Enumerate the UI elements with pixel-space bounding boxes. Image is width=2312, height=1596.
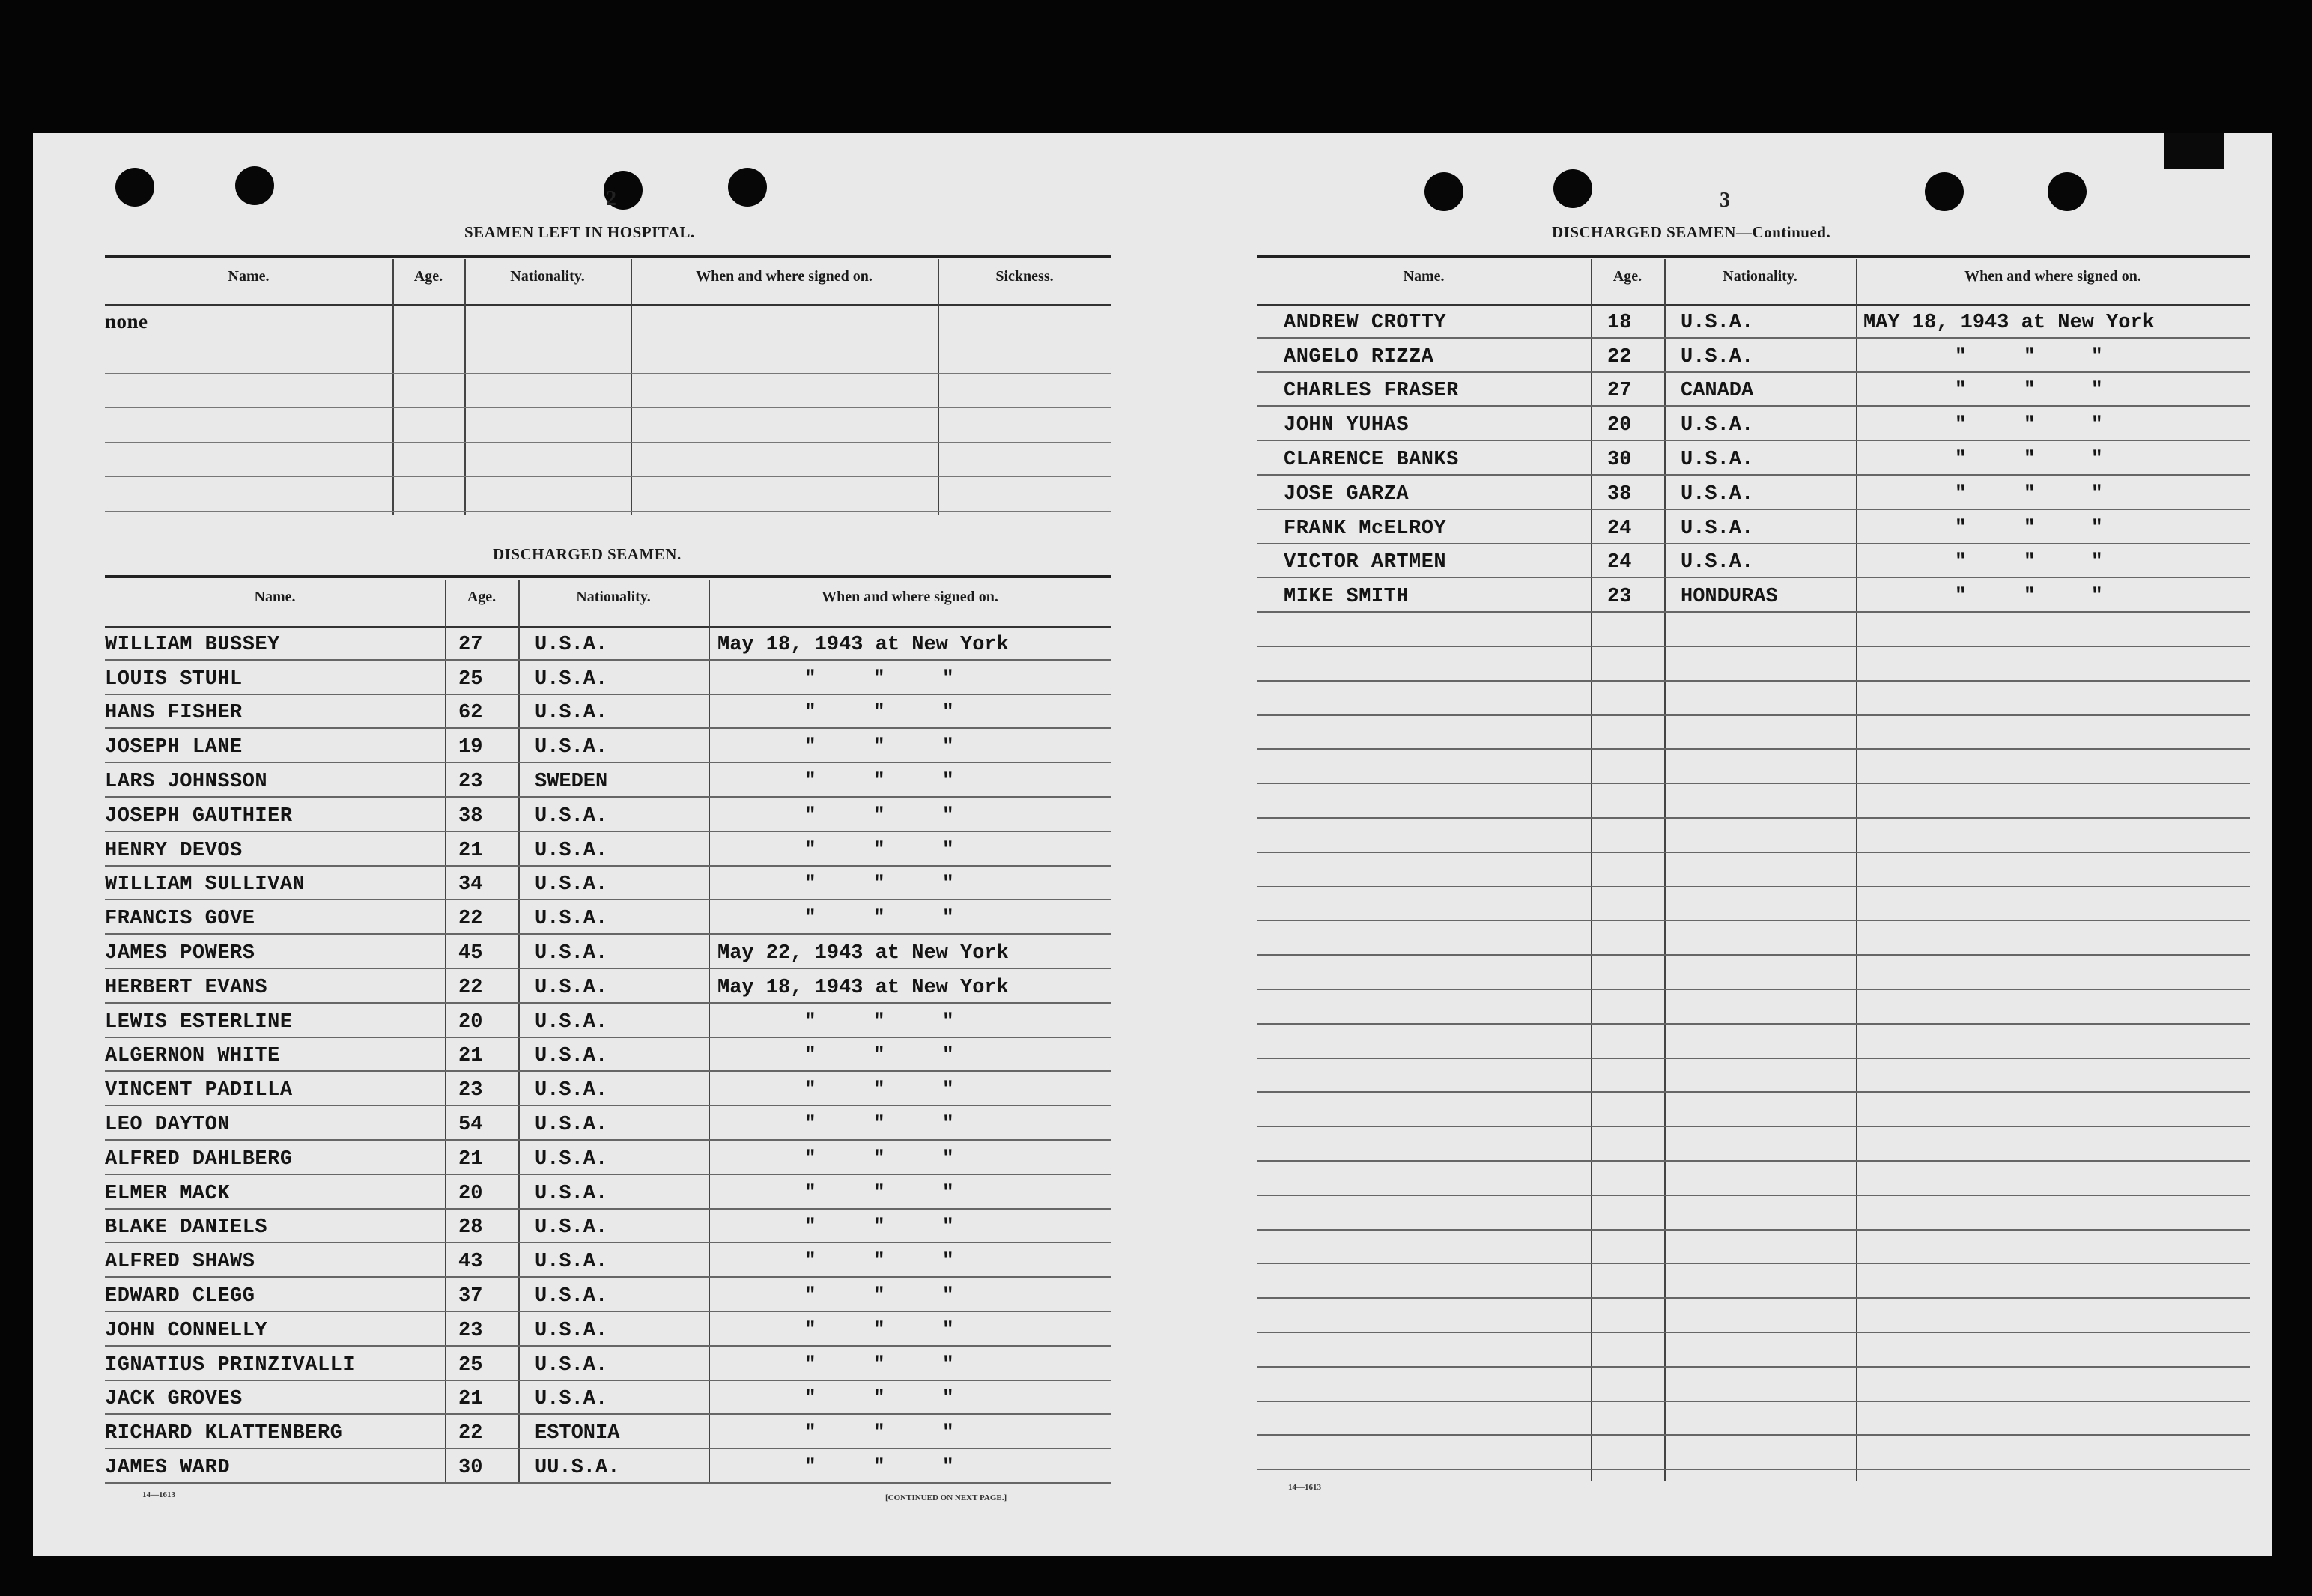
header-rule	[105, 304, 1111, 306]
seaman-nationality: U.S.A.	[535, 804, 608, 828]
ditto-mark: "	[804, 1215, 816, 1238]
ditto-mark: "	[1955, 584, 1967, 607]
row-line	[1257, 1469, 2250, 1470]
ditto-mark: "	[804, 1283, 816, 1306]
header-name: Name.	[254, 589, 296, 605]
seaman-name: WILLIAM BUSSEY	[105, 633, 280, 656]
seaman-name: LEO DAYTON	[105, 1113, 231, 1136]
table-row	[1257, 407, 2250, 441]
seaman-nationality: U.S.A.	[535, 839, 608, 862]
ditto-mark: "	[873, 1352, 885, 1375]
table-row	[105, 1243, 1111, 1278]
seaman-nationality: UU.S.A.	[535, 1456, 620, 1479]
seaman-age: 23	[458, 1079, 483, 1102]
table-row	[105, 695, 1111, 729]
seaman-name: JACK GROVES	[105, 1388, 243, 1411]
seaman-name: JOSE GARZA	[1284, 482, 1410, 506]
empty-row	[1257, 956, 2250, 990]
seaman-name: BLAKE DANIELS	[105, 1216, 268, 1240]
ditto-mark: "	[804, 1454, 816, 1478]
seaman-age: 25	[458, 667, 483, 691]
seaman-name: ANDREW CROTTY	[1284, 311, 1447, 334]
ditto-mark: "	[804, 837, 816, 861]
seaman-age: 30	[458, 1456, 483, 1479]
header-nationality: Nationality.	[1723, 268, 1797, 285]
seaman-age: 20	[458, 1010, 483, 1034]
table-row	[1257, 339, 2250, 373]
empty-row	[1257, 1333, 2250, 1368]
seaman-nationality: ESTONIA	[535, 1422, 620, 1445]
ditto-mark: "	[2091, 344, 2103, 367]
seaman-name: FRANCIS GOVE	[105, 908, 255, 931]
seaman-age: 22	[1607, 345, 1632, 368]
form-number: 14—1613	[142, 1490, 175, 1499]
ditto-mark: "	[2024, 584, 2036, 607]
seaman-nationality: U.S.A.	[1681, 482, 1754, 506]
row-line	[105, 1482, 1111, 1484]
seaman-age: 30	[1607, 448, 1632, 471]
ditto-mark: "	[804, 1386, 816, 1410]
seaman-name: HENRY DEVOS	[105, 839, 243, 862]
seaman-name: JOHN YUHAS	[1284, 414, 1410, 437]
seaman-name: VINCENT PADILLA	[105, 1079, 293, 1102]
ditto-mark: "	[1955, 550, 1967, 573]
ditto-mark: "	[1955, 515, 1967, 538]
seaman-name: HANS FISHER	[105, 702, 243, 725]
header-age: Age.	[467, 589, 497, 605]
seaman-name: FRANK McELROY	[1284, 517, 1447, 540]
seaman-age: 23	[458, 1319, 483, 1342]
empty-row	[1257, 853, 2250, 887]
row-line	[105, 476, 1111, 477]
seaman-nationality: CANADA	[1681, 380, 1754, 403]
empty-row	[1257, 1196, 2250, 1231]
table-row	[1257, 476, 2250, 510]
seaman-name: WILLIAM SULLIVAN	[105, 873, 306, 896]
table-row	[105, 1106, 1111, 1141]
seaman-age: 27	[458, 633, 483, 656]
empty-row	[1257, 716, 2250, 750]
header-nationality: Nationality.	[576, 589, 651, 605]
seaman-nationality: U.S.A.	[535, 1216, 608, 1240]
seaman-name: ALFRED SHAWS	[105, 1251, 255, 1274]
ditto-mark: "	[942, 1078, 954, 1101]
ditto-mark: "	[804, 1111, 816, 1135]
signed-on: MAY 18, 1943 at New York	[1863, 311, 2155, 334]
table-row	[105, 1381, 1111, 1416]
ditto-mark: "	[873, 1215, 885, 1238]
ditto-mark: "	[942, 1215, 954, 1238]
discharged-table	[105, 580, 1111, 1486]
empty-row	[1257, 1264, 2250, 1299]
seaman-name: LEWIS ESTERLINE	[105, 1010, 293, 1034]
empty-row	[1257, 1059, 2250, 1093]
ditto-mark: "	[2091, 481, 2103, 504]
manifest-sheet	[33, 133, 2272, 1556]
ditto-mark: "	[873, 1078, 885, 1101]
ditto-mark: "	[942, 1283, 954, 1306]
hospital-title: SEAMEN LEFT IN HOSPITAL.	[464, 223, 695, 241]
empty-row	[1257, 613, 2250, 647]
ditto-mark: "	[2091, 378, 2103, 401]
seaman-age: 23	[458, 770, 483, 793]
seaman-nationality: U.S.A.	[1681, 448, 1754, 471]
seaman-age: 19	[458, 736, 483, 759]
seaman-nationality: U.S.A.	[535, 1284, 608, 1308]
ditto-mark: "	[942, 906, 954, 929]
seaman-nationality: U.S.A.	[535, 976, 608, 999]
ditto-mark: "	[942, 872, 954, 895]
seaman-age: 62	[458, 702, 483, 725]
seaman-nationality: U.S.A.	[535, 941, 608, 965]
ditto-mark: "	[942, 666, 954, 689]
empty-row	[1257, 750, 2250, 784]
ditto-mark: "	[873, 1283, 885, 1306]
seaman-nationality: U.S.A.	[535, 633, 608, 656]
seaman-age: 24	[1607, 517, 1632, 540]
empty-row	[1257, 1162, 2250, 1196]
seaman-age: 24	[1607, 551, 1632, 574]
seaman-nationality: U.S.A.	[535, 1079, 608, 1102]
ditto-mark: "	[942, 1111, 954, 1135]
seaman-age: 45	[458, 941, 483, 965]
table-row	[105, 1141, 1111, 1175]
seaman-name: HERBERT EVANS	[105, 976, 268, 999]
table-row	[105, 1210, 1111, 1244]
left-page	[33, 133, 1156, 1556]
page-number: 2	[606, 187, 616, 210]
ditto-mark: "	[804, 803, 816, 826]
signed-on: May 18, 1943 at New York	[717, 976, 1009, 999]
ditto-mark: "	[804, 1078, 816, 1101]
empty-row	[1257, 784, 2250, 819]
row-line	[105, 407, 1111, 408]
ditto-mark: "	[873, 803, 885, 826]
ditto-mark: "	[942, 1249, 954, 1272]
ditto-mark: "	[873, 1009, 885, 1032]
empty-row	[1257, 1093, 2250, 1127]
table-row	[1257, 441, 2250, 476]
empty-row	[1257, 1436, 2250, 1470]
seaman-nationality: U.S.A.	[535, 1251, 608, 1274]
table-row	[105, 729, 1111, 763]
seaman-name: ANGELO RIZZA	[1284, 345, 1434, 368]
signed-on: May 22, 1943 at New York	[717, 941, 1009, 965]
seaman-age: 54	[458, 1113, 483, 1136]
table-row	[1257, 373, 2250, 407]
seaman-nationality: U.S.A.	[1681, 517, 1754, 540]
ditto-mark: "	[2024, 413, 2036, 436]
seaman-name: LARS JOHNSSON	[105, 770, 268, 793]
seaman-age: 38	[458, 804, 483, 828]
seaman-nationality: HONDURAS	[1681, 586, 1778, 609]
ditto-mark: "	[2024, 550, 2036, 573]
ditto-mark: "	[804, 768, 816, 792]
ditto-mark: "	[942, 803, 954, 826]
ditto-mark: "	[873, 700, 885, 723]
seaman-age: 37	[458, 1284, 483, 1308]
table-row	[105, 763, 1111, 798]
ditto-mark: "	[1955, 378, 1967, 401]
row-line	[105, 442, 1111, 443]
seaman-name: MIKE SMITH	[1284, 586, 1410, 609]
seaman-age: 25	[458, 1353, 483, 1377]
empty-row	[1257, 1402, 2250, 1436]
empty-row	[1257, 921, 2250, 956]
ditto-mark: "	[873, 1317, 885, 1341]
table-row	[105, 969, 1111, 1004]
ditto-mark: "	[942, 837, 954, 861]
table-row	[1257, 510, 2250, 544]
header-signed-on: When and where signed on.	[696, 268, 873, 285]
hospital-entry: none	[105, 310, 148, 333]
table-row	[1257, 544, 2250, 579]
ditto-mark: "	[942, 1009, 954, 1032]
ditto-mark: "	[873, 1111, 885, 1135]
empty-row	[1257, 682, 2250, 716]
seaman-nationality: U.S.A.	[1681, 311, 1754, 334]
ditto-mark: "	[1955, 344, 1967, 367]
ditto-mark: "	[2091, 413, 2103, 436]
seaman-nationality: U.S.A.	[535, 667, 608, 691]
seaman-nationality: U.S.A.	[535, 1319, 608, 1342]
ditto-mark: "	[873, 1421, 885, 1444]
table-row	[105, 1072, 1111, 1106]
table-rule	[105, 575, 1111, 578]
ditto-mark: "	[804, 1009, 816, 1032]
seaman-nationality: U.S.A.	[535, 1010, 608, 1034]
ditto-mark: "	[873, 1386, 885, 1410]
seaman-name: IGNATIUS PRINZIVALLI	[105, 1353, 356, 1377]
seaman-name: ALGERNON WHITE	[105, 1045, 280, 1068]
table-row	[105, 1038, 1111, 1072]
ditto-mark: "	[2024, 446, 2036, 470]
seaman-age: 20	[1607, 414, 1632, 437]
seaman-age: 21	[458, 1045, 483, 1068]
ditto-mark: "	[2091, 550, 2103, 573]
seaman-name: JOSEPH GAUTHIER	[105, 804, 293, 828]
seaman-age: 28	[458, 1216, 483, 1240]
ditto-mark: "	[804, 1352, 816, 1375]
ditto-mark: "	[2024, 515, 2036, 538]
continued-title: DISCHARGED SEAMEN—Continued.	[1552, 223, 1831, 241]
table-row	[105, 661, 1111, 695]
ditto-mark: "	[804, 1146, 816, 1169]
seaman-name: VICTOR ARTMEN	[1284, 551, 1447, 574]
seaman-age: 22	[458, 908, 483, 931]
ditto-mark: "	[873, 1180, 885, 1204]
table-row	[1257, 578, 2250, 613]
seaman-name: CHARLES FRASER	[1284, 380, 1459, 403]
page-number: 3	[1720, 189, 1730, 212]
row-line	[105, 373, 1111, 374]
ditto-mark: "	[873, 1043, 885, 1066]
ditto-mark: "	[942, 1146, 954, 1169]
ditto-mark: "	[804, 872, 816, 895]
seaman-nationality: U.S.A.	[535, 1045, 608, 1068]
empty-row	[1257, 1299, 2250, 1333]
seaman-age: 21	[458, 1388, 483, 1411]
header-age: Age.	[1612, 268, 1642, 285]
empty-row	[1257, 819, 2250, 853]
table-row	[105, 1415, 1111, 1449]
ditto-mark: "	[873, 666, 885, 689]
ditto-mark: "	[1955, 413, 1967, 436]
empty-row	[1257, 1025, 2250, 1059]
ditto-mark: "	[873, 906, 885, 929]
header-signed-on: When and where signed on.	[1964, 268, 2141, 285]
seaman-nationality: U.S.A.	[535, 1388, 608, 1411]
ditto-mark: "	[804, 906, 816, 929]
table-rule	[1257, 255, 2250, 258]
ditto-mark: "	[2024, 378, 2036, 401]
ditto-mark: "	[2024, 344, 2036, 367]
ditto-mark: "	[2091, 515, 2103, 538]
seaman-age: 21	[458, 1147, 483, 1171]
table-row	[105, 1312, 1111, 1347]
seaman-age: 21	[458, 839, 483, 862]
seaman-age: 27	[1607, 380, 1632, 403]
empty-row	[1257, 1127, 2250, 1162]
ditto-mark: "	[2024, 481, 2036, 504]
table-row	[105, 626, 1111, 661]
seaman-name: ELMER MACK	[105, 1182, 231, 1205]
seaman-age: 34	[458, 873, 483, 896]
seaman-name: LOUIS STUHL	[105, 667, 243, 691]
empty-row	[1257, 1368, 2250, 1402]
table-row	[105, 1175, 1111, 1210]
seaman-nationality: U.S.A.	[535, 908, 608, 931]
table-row	[105, 832, 1111, 867]
header-age: Age.	[413, 268, 443, 285]
ditto-mark: "	[804, 1317, 816, 1341]
ditto-mark: "	[942, 735, 954, 758]
seaman-nationality: U.S.A.	[535, 1353, 608, 1377]
empty-row	[1257, 990, 2250, 1025]
seaman-name: ALFRED DAHLBERG	[105, 1147, 293, 1171]
seaman-name: RICHARD KLATTENBERG	[105, 1422, 343, 1445]
ditto-mark: "	[804, 666, 816, 689]
ditto-mark: "	[942, 768, 954, 792]
ditto-mark: "	[942, 700, 954, 723]
seaman-name: JOHN CONNELLY	[105, 1319, 268, 1342]
table-rule	[105, 255, 1111, 258]
seaman-nationality: U.S.A.	[535, 873, 608, 896]
ditto-mark: "	[942, 1043, 954, 1066]
ditto-mark: "	[873, 1146, 885, 1169]
ditto-mark: "	[942, 1386, 954, 1410]
table-row	[105, 1004, 1111, 1038]
table-row	[105, 1449, 1111, 1484]
table-row	[1257, 304, 2250, 339]
table-row	[105, 900, 1111, 935]
continued-note: [CONTINUED ON NEXT PAGE.]	[885, 1493, 1007, 1502]
ditto-mark: "	[1955, 481, 1967, 504]
ditto-mark: "	[804, 735, 816, 758]
ditto-mark: "	[804, 1180, 816, 1204]
table-row	[105, 1347, 1111, 1381]
table-row	[105, 935, 1111, 969]
header-signed-on: When and where signed on.	[822, 589, 998, 605]
ditto-mark: "	[873, 837, 885, 861]
seaman-nationality: U.S.A.	[535, 1182, 608, 1205]
ditto-mark: "	[804, 700, 816, 723]
table-row	[105, 867, 1111, 901]
header-name: Name.	[228, 268, 270, 285]
empty-row	[1257, 1231, 2250, 1265]
ditto-mark: "	[873, 1454, 885, 1478]
seaman-age: 38	[1607, 482, 1632, 506]
ditto-mark: "	[2091, 584, 2103, 607]
ditto-mark: "	[2091, 446, 2103, 470]
seaman-age: 20	[458, 1182, 483, 1205]
seaman-nationality: U.S.A.	[1681, 414, 1754, 437]
seaman-age: 22	[458, 1422, 483, 1445]
empty-row	[1257, 647, 2250, 682]
seaman-nationality: U.S.A.	[1681, 551, 1754, 574]
ditto-mark: "	[873, 1249, 885, 1272]
table-row	[105, 1278, 1111, 1312]
seaman-nationality: U.S.A.	[535, 702, 608, 725]
seaman-name: JAMES WARD	[105, 1456, 231, 1479]
hospital-table	[105, 259, 1111, 521]
ditto-mark: "	[873, 768, 885, 792]
ditto-mark: "	[942, 1352, 954, 1375]
seaman-nationality: U.S.A.	[535, 1147, 608, 1171]
seaman-age: 43	[458, 1251, 483, 1274]
seaman-name: JOSEPH LANE	[105, 736, 243, 759]
row-line	[105, 511, 1111, 512]
seaman-age: 22	[458, 976, 483, 999]
discharged-title: DISCHARGED SEAMEN.	[493, 545, 682, 563]
seaman-nationality: U.S.A.	[535, 736, 608, 759]
ditto-mark: "	[942, 1421, 954, 1444]
seaman-nationality: U.S.A.	[1681, 345, 1754, 368]
table-row	[105, 798, 1111, 832]
ditto-mark: "	[942, 1454, 954, 1478]
ditto-mark: "	[942, 1180, 954, 1204]
header-sickness: Sickness.	[995, 268, 1054, 285]
seaman-name: JAMES POWERS	[105, 941, 255, 965]
right-page	[1156, 133, 2272, 1556]
header-nationality: Nationality.	[510, 268, 585, 285]
header-name: Name.	[1403, 268, 1445, 285]
empty-row	[1257, 887, 2250, 922]
ditto-mark: "	[873, 735, 885, 758]
ditto-mark: "	[873, 872, 885, 895]
seaman-name: CLARENCE BANKS	[1284, 448, 1459, 471]
ditto-mark: "	[804, 1249, 816, 1272]
seaman-age: 23	[1607, 586, 1632, 609]
form-number: 14—1613	[1288, 1483, 1321, 1492]
seaman-nationality: U.S.A.	[535, 1113, 608, 1136]
signed-on: May 18, 1943 at New York	[717, 633, 1009, 656]
seaman-name: EDWARD CLEGG	[105, 1284, 255, 1308]
ditto-mark: "	[1955, 446, 1967, 470]
seaman-age: 18	[1607, 311, 1632, 334]
ditto-mark: "	[942, 1317, 954, 1341]
ditto-mark: "	[804, 1421, 816, 1444]
ditto-mark: "	[804, 1043, 816, 1066]
seaman-nationality: SWEDEN	[535, 770, 608, 793]
continued-table	[1257, 259, 2250, 1487]
